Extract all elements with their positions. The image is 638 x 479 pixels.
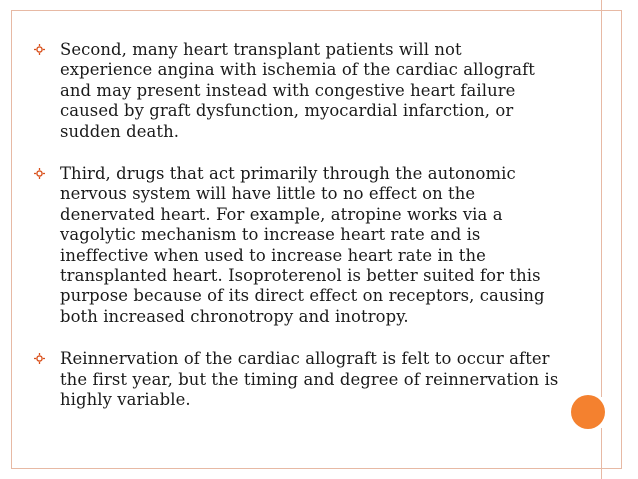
- bullet-text-line: sudden death.: [60, 121, 180, 141]
- bullet-text-line: highly variable.: [60, 390, 191, 410]
- decorative-vertical-line-lower: [601, 428, 602, 479]
- bullet-item: [30, 349, 570, 410]
- bullet-item: [30, 40, 570, 142]
- bullet-text-line: denervated heart. For example, atropine works via a: [60, 204, 503, 224]
- slide-body: [30, 40, 570, 433]
- bullet-text-line: transplanted heart. Isoproterenol is better suited for this: [60, 266, 541, 286]
- bullet-text-line: and may present instead with congestive heart failure: [60, 80, 516, 100]
- decorative-orange-circle: [571, 395, 605, 429]
- bullet-text-line: ineffective when used to increase heart rate in the: [60, 245, 486, 265]
- bullet-text-line: nervous system will have little to no effect on the: [60, 184, 476, 204]
- bullet-item: [30, 164, 570, 327]
- bullet-text-line: Reinnervation of the cardiac allograft is felt to occur after: [60, 349, 550, 369]
- bullet-text-line: vagolytic mechanism to increase heart rate and is: [60, 225, 481, 245]
- orange-sun-bullet-icon: [34, 353, 45, 364]
- bullet-text-line: Third, drugs that act primarily through the autonomic: [60, 164, 516, 184]
- bullet-text-line: both increased chronotropy and inotropy.: [60, 306, 409, 326]
- orange-sun-bullet-icon: [34, 168, 45, 179]
- bullet-text-line: experience angina with ischemia of the cardiac allograft: [60, 60, 535, 80]
- bullet-text-line: Second, many heart transplant patients will not: [60, 40, 462, 59]
- bullet-text-line: the first year, but the timing and degree of reinnervation is: [60, 369, 559, 389]
- bullet-text-line: caused by graft dysfunction, myocardial infarction, or: [60, 101, 514, 121]
- bullet-text-line: purpose because of its direct effect on receptors, causing: [60, 286, 545, 306]
- decorative-vertical-line: [601, 0, 602, 397]
- orange-sun-bullet-icon: [34, 44, 45, 55]
